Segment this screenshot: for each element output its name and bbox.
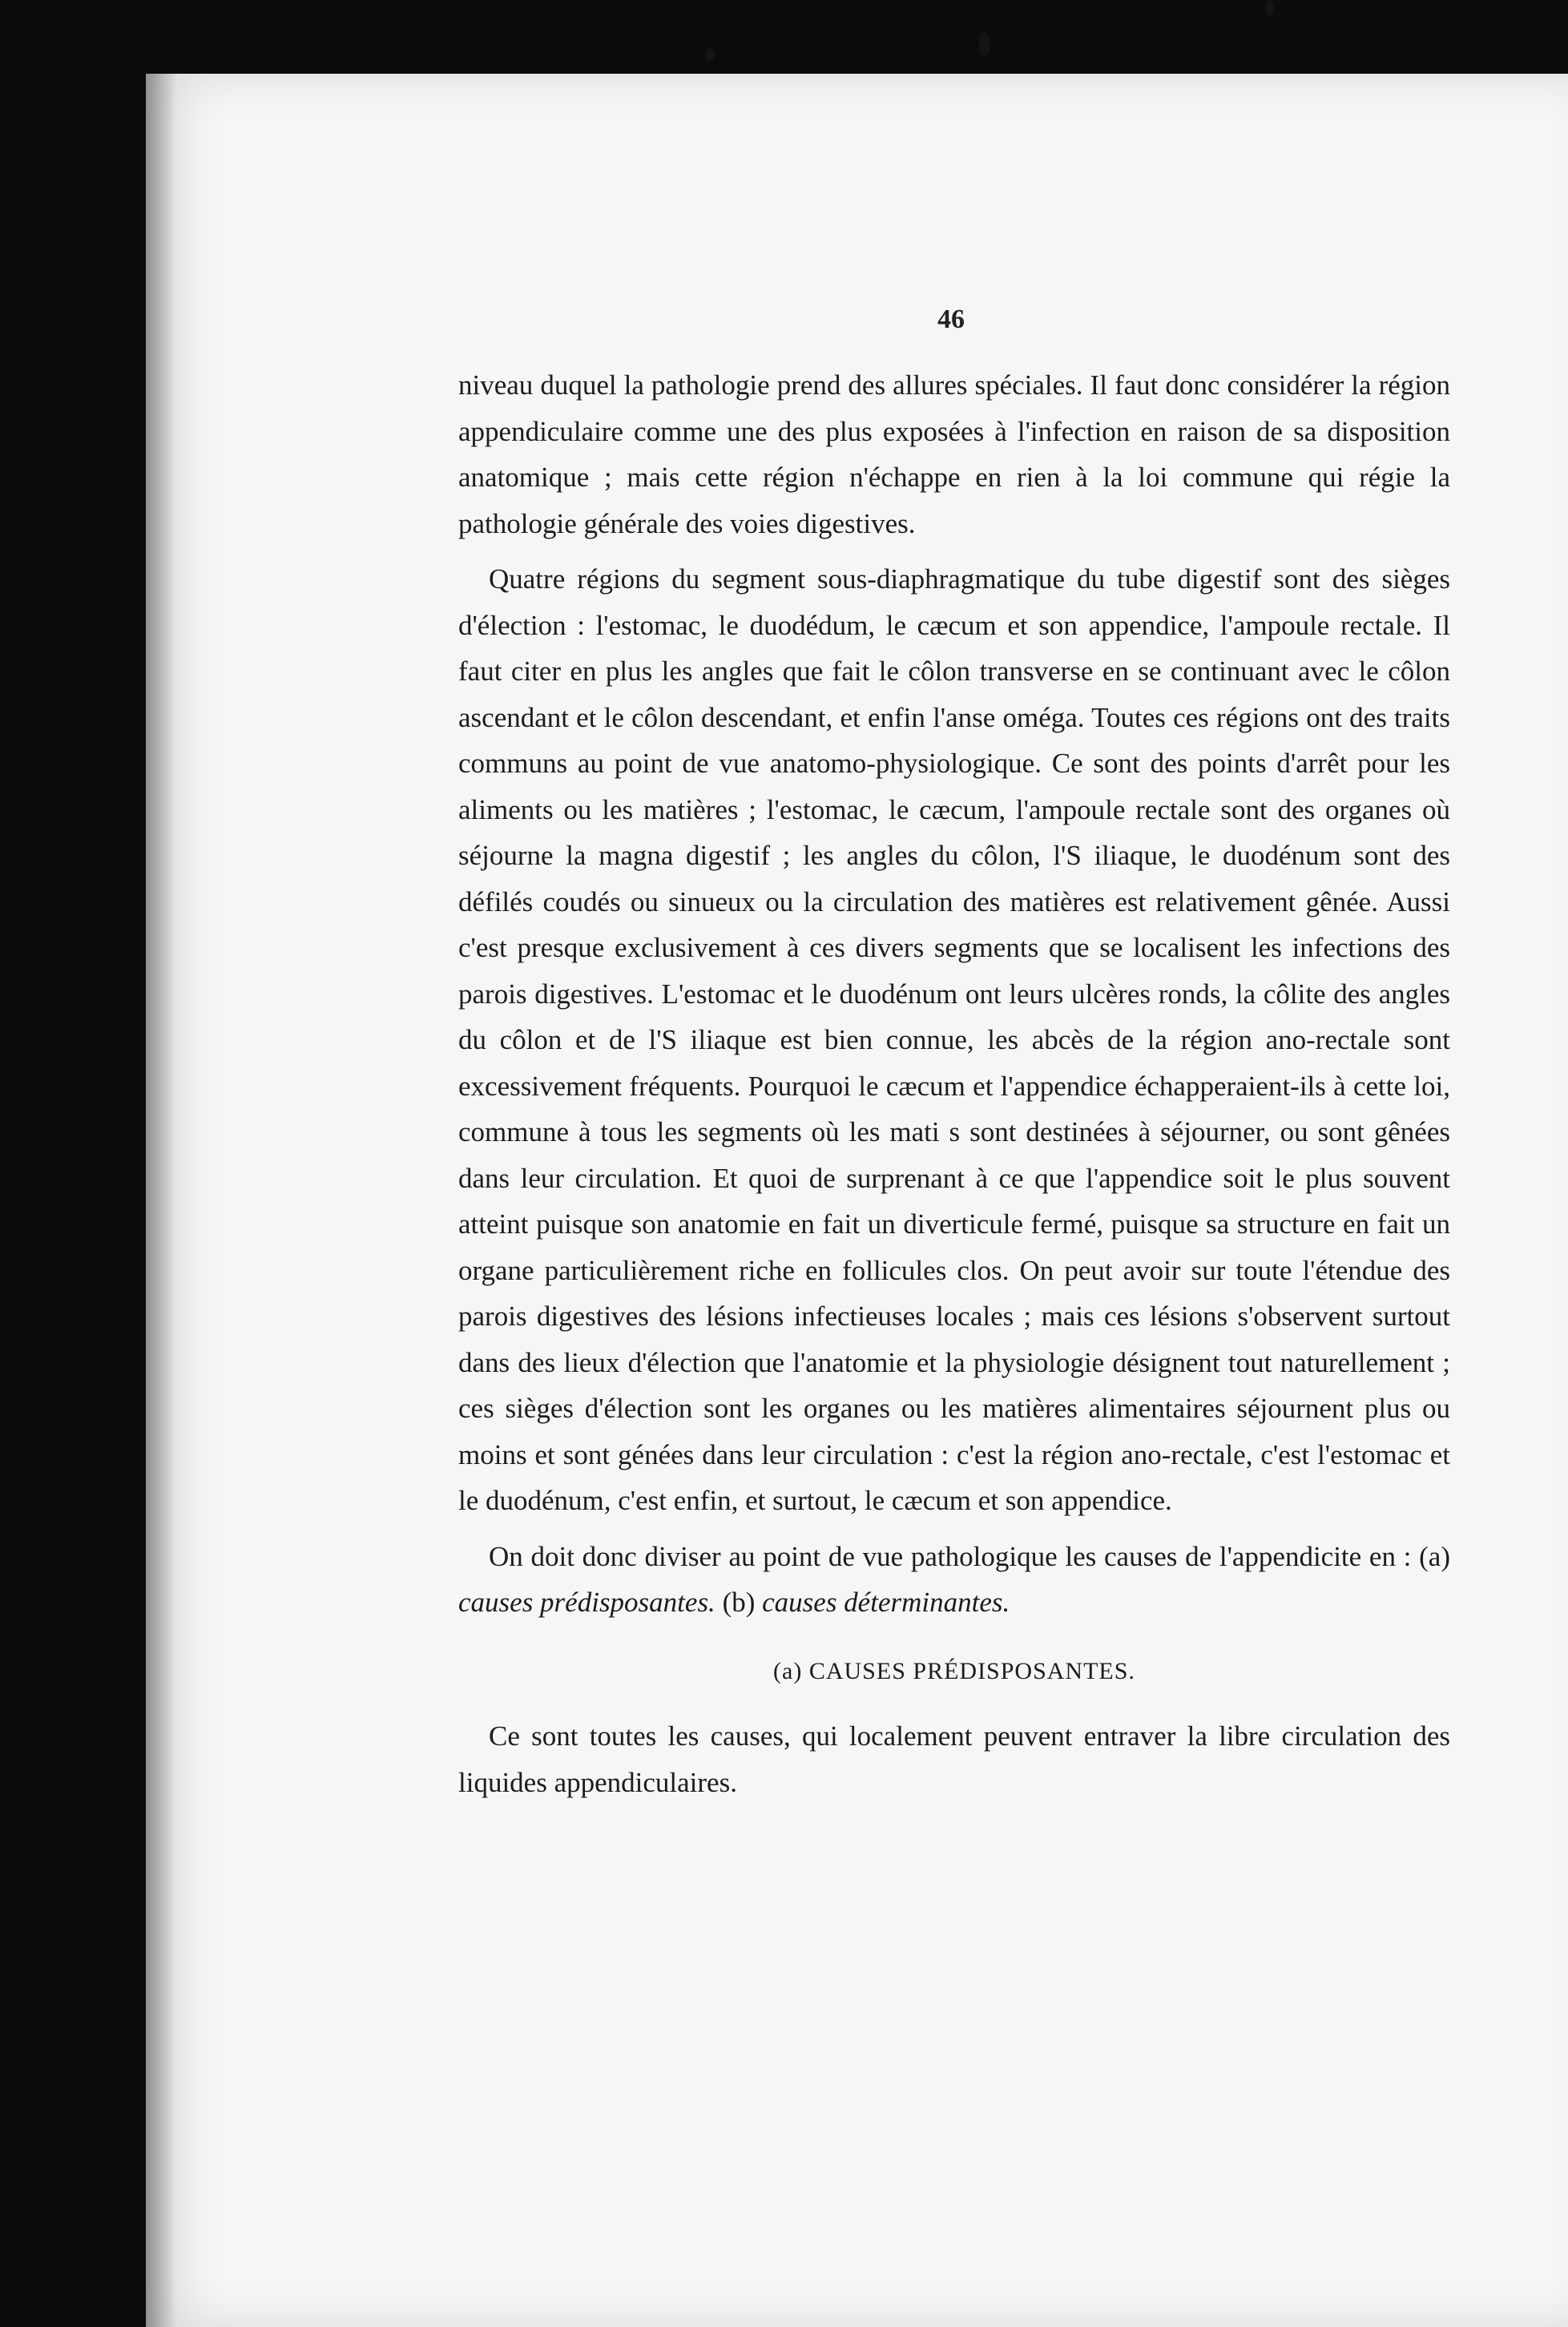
scan-speck [705, 48, 715, 61]
paragraph-sieges-election: Quatre régions du segment sous-diaphragmatique du tube digestif sont des sièges d'élection : l'estomac, le duodédum, le cæcum et son appendice, l'ampoule rectale. Il faut citer en plus les angles que fait le côlon transverse en se continuant avec le côlon ascendant et le côlon descendant, et enfin l'anse oméga. Toutes ces régions ont des traits communs au point de vue anatomo-physiologique. Ce sont des points d'arrêt pour les aliments ou les matières ; l'estomac, le cæcum, l'ampoule rectale sont des organes où séjourne la magna digestif ; les angles du côlon, l'S iliaque, le duodénum sont des défilés coudés ou sinueux ou la circulation des matières est relativement gênée. Aussi c'est presque exclusivement à ces divers segments que se localisent les infections des parois digestives. L'estomac et le duodénum ont leurs ulcères ronds, la côlite des angles du côlon et de l'S iliaque est bien connue, les abcès de la région ano-rectale sont excessivement fréquents. Pourquoi le cæcum et l'appendice échapperaient-ils à cette loi, commune à tous les segments où les mati s sont destinées à séjourner, ou sont gênées dans leur circulation. Et quoi de surprenant à ce que l'appendice soit le plus souvent atteint puisque son anatomie en fait un diverticule fermé, puisque sa structure en fait un organe particulièrement riche en follicules clos. On peut avoir sur toute l'étendue des parois digestives des lésions infectieuses locales ; mais ces lésions s'observent surtout dans des lieux d'élection que l'anatomie et la physiologie désignent tout naturellement ; ces sièges d'élection sont les organes ou les matières alimentaires séjournent plus ou moins et sont génées dans leur circulation : c'est la région ano-rectale, c'est l'estomac et le duodénum, c'est enfin, et surtout, le cæcum et son appendice. [458, 563, 1450, 1516]
cause-b-label: causes déterminantes. [762, 1587, 1010, 1618]
body-text [458, 362, 1450, 1815]
page-binding-shadow [146, 74, 176, 2327]
cause-a-label: causes prédisposantes. [458, 1587, 715, 1618]
paragraph-continuation: niveau duquel la pathologie prend des allures spéciales. Il faut donc considérer la région appendiculaire comme une des plus exposées à l'infection en raison de sa disposition anatomique ; mais cette région n'échappe en rien à la loi commune qui régie la pathologie générale des voies digestives. [458, 369, 1450, 539]
section-heading [458, 1648, 1450, 1695]
cause-a-mark: (a) [1419, 1540, 1450, 1572]
cause-b-mark: (b) [722, 1587, 756, 1618]
paragraph-causes-predisposantes: Ce sont toutes les causes, qui localement peuvent entraver la libre circulation des liquides appendiculaires. [458, 1720, 1450, 1798]
scan-speck [1266, 0, 1274, 16]
scan-speck [979, 32, 990, 56]
paragraph-causes-division [458, 1534, 1450, 1626]
causes-intro: On doit donc diviser au point de vue pathologique les causes de l'appendicite en : [489, 1540, 1420, 1572]
page-number: 46 [937, 304, 965, 334]
section-heading-title: CAUSES PRÉDISPOSANTES. [808, 1657, 1135, 1684]
section-heading-mark: (a) [773, 1657, 803, 1684]
